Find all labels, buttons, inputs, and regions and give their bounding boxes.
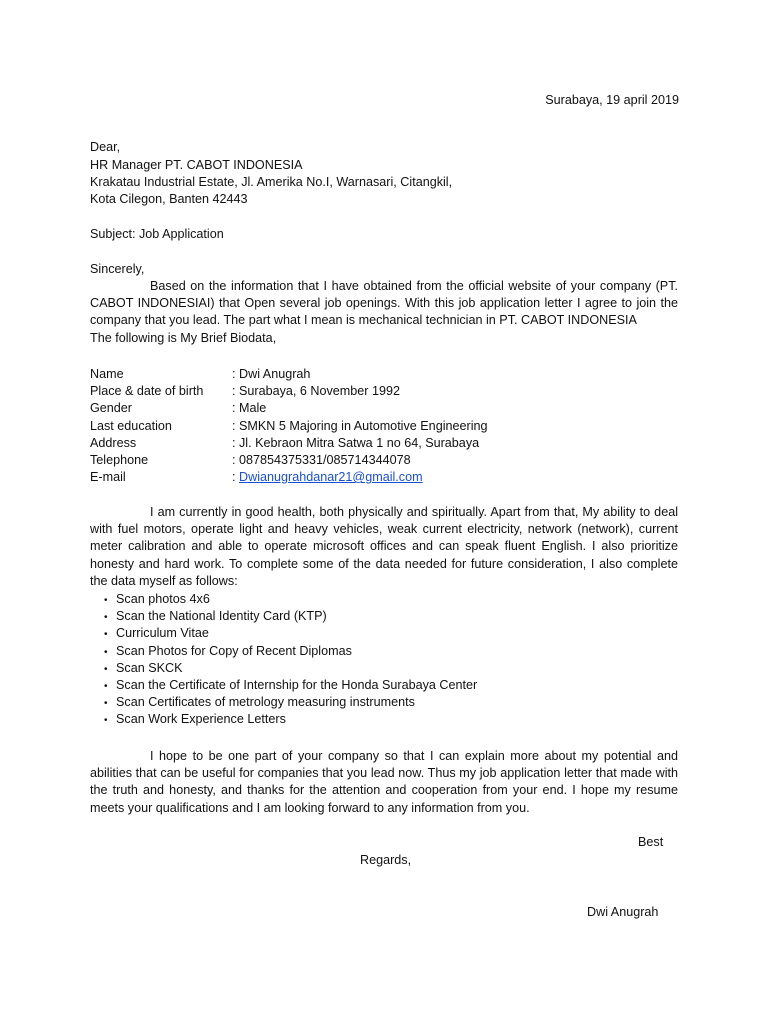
documents-list	[104, 591, 477, 729]
list-item	[104, 694, 477, 711]
recipient-address-line-1: Krakatau Industrial Estate, Jl. Amerika No.I, Warnasari, Citangkil,	[90, 175, 453, 189]
health-paragraph: I am currently in good health, both physically and spiritually. Apart from that, My ability to deal with fuel motors, operate light and heavy vehicles, weak current electricity, network (network), current meter calibration and able to operate microsoft offices and can speak fluent English. I also prioritize honesty and hard work. To complete some of the data needed for future consideration, I also complete the data myself as follows:	[90, 505, 678, 588]
salutation: Dear,	[90, 140, 121, 154]
bullet-icon: •	[104, 612, 108, 624]
biodata-label: Place & date of birth	[90, 384, 204, 399]
list-item-text: Scan photos 4x6	[116, 592, 210, 606]
list-item-text: Scan Photos for Copy of Recent Diplomas	[116, 643, 352, 658]
biodata-value: : 087854375331/085714344078	[232, 452, 411, 467]
biodata-value: : Jl. Kebraon Mitra Satwa 1 no 64, Surabaya	[232, 435, 480, 450]
list-item	[104, 591, 477, 608]
subject-line: Subject: Job Application	[90, 227, 224, 241]
list-item	[104, 625, 477, 642]
biodata-row-email	[90, 469, 488, 486]
biodata-value: : Male	[232, 401, 267, 416]
list-item-text: Scan Work Experience Letters	[116, 712, 286, 727]
opening-greeting: Sincerely,	[90, 262, 145, 276]
closing-paragraph: I hope to be one part of your company so that I can explain more about my potential and abilities that can be useful for companies that you lead now. Thus my job application letter that made with the truth and honesty, and thanks for the attention and cooperation from your end. I hope my resume meets your qualifications and I am looking forward to any information from you.	[90, 749, 678, 815]
bullet-icon: •	[104, 663, 108, 675]
closing-best: Best	[638, 835, 664, 849]
biodata-row	[90, 400, 488, 417]
list-item-text: Scan the National Identity Card (KTP)	[116, 609, 327, 624]
email-prefix: :	[232, 470, 239, 485]
biodata-value: : Dwi Anugrah	[232, 367, 311, 381]
list-item-text: Scan SKCK	[116, 660, 183, 675]
biodata-table	[90, 366, 488, 486]
biodata-row	[90, 383, 488, 400]
closing-regards: Regards,	[360, 853, 412, 867]
recipient-address-line-2: Kota Cilegon, Banten 42443	[90, 192, 248, 206]
biodata-label: Gender	[90, 401, 133, 416]
biodata-intro: The following is My Brief Biodata,	[90, 331, 277, 345]
list-item	[104, 660, 477, 677]
list-item-text: Curriculum Vitae	[116, 626, 209, 641]
list-item-text: Scan the Certificate of Internship for the Honda Surabaya Center	[116, 677, 478, 692]
bullet-icon: •	[104, 680, 108, 692]
signature-name: Dwi Anugrah	[587, 905, 659, 919]
list-item-text: Scan Certificates of metrology measuring instruments	[116, 695, 415, 710]
biodata-label: Name	[90, 367, 124, 381]
biodata-label: Address	[90, 435, 137, 450]
bullet-icon: •	[104, 715, 108, 727]
biodata-value: : Surabaya, 6 November 1992	[232, 384, 401, 399]
biodata-label: Telephone	[90, 452, 149, 467]
bullet-icon: •	[104, 595, 108, 606]
list-item	[104, 677, 477, 694]
biodata-row	[90, 366, 488, 383]
biodata-value: : SMKN 5 Majoring in Automotive Engineering	[232, 418, 488, 433]
list-item	[104, 608, 477, 625]
intro-paragraph: Based on the information that I have obtained from the official website of your company (PT. CABOT INDONESIAI) that Open several job openings. With this job application letter I agree to join the company that you lead. The part what I mean is mechanical technician in PT. CABOT INDONESIA	[90, 279, 678, 328]
list-item	[104, 643, 477, 660]
bullet-icon: •	[104, 629, 108, 641]
email-label: E-mail	[90, 470, 126, 485]
biodata-row	[90, 452, 488, 469]
email-link[interactable]: Dwianugrahdanar21@gmail.com	[239, 470, 423, 485]
letter-date: Surabaya, 19 april 2019	[545, 93, 679, 107]
recipient-title: HR Manager PT. CABOT INDONESIA	[90, 158, 303, 172]
biodata-row	[90, 418, 488, 435]
biodata-row	[90, 435, 488, 452]
biodata-label: Last education	[90, 418, 172, 433]
bullet-icon: •	[104, 646, 108, 658]
list-item	[104, 711, 477, 728]
bullet-icon: •	[104, 698, 108, 710]
